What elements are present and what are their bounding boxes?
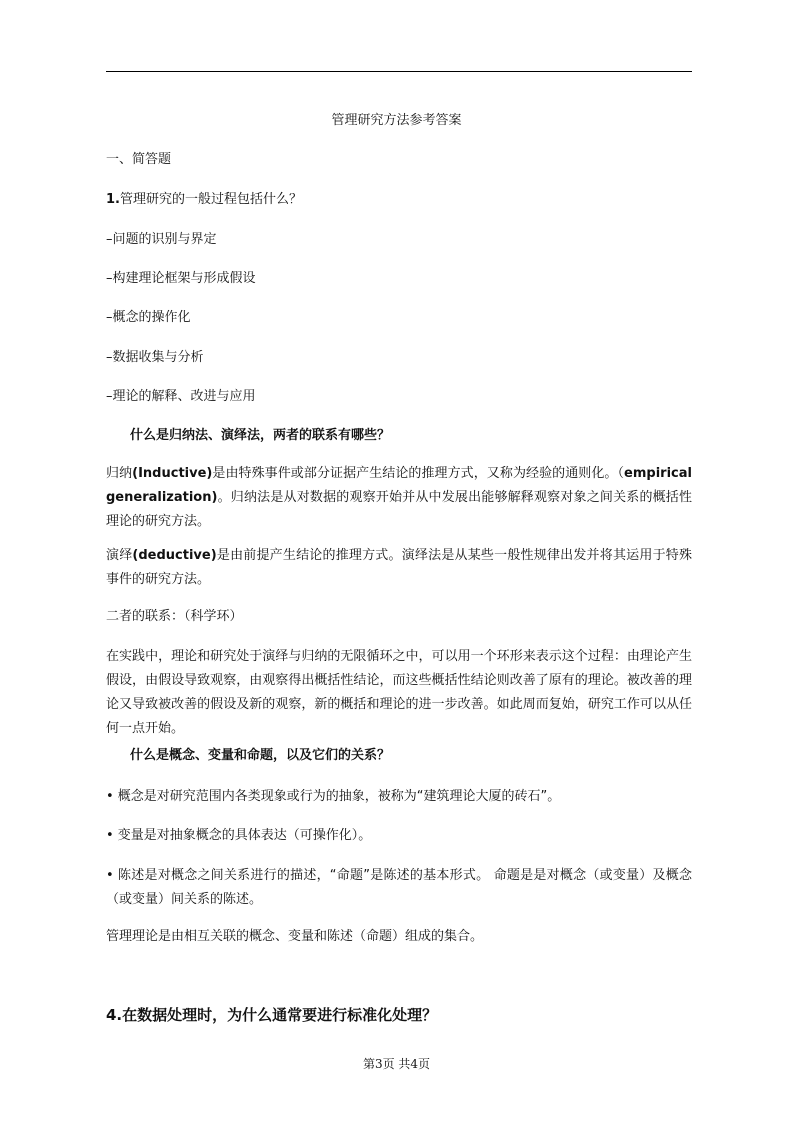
relation-heading: 二者的联系：（科学环） [106, 609, 243, 624]
q1-item-3: –概念的操作化 [106, 310, 191, 325]
induction-definition: 是由特殊事件或部分证据产生结论的推理方式，又称为经验的通则化。（ [212, 466, 625, 481]
page-footer: 第3页 共4页 [362, 1057, 431, 1071]
statement-bullet: • 陈述是对概念之间关系进行的描述，“命题”是陈述的基本形式。 命题是是对概念（或变量）及概念（或变量）间关系的陈述。 [106, 868, 692, 907]
variable-bullet: • 变量是对抽象概念的具体表达（可操作化）。 [106, 828, 372, 843]
science-wheel-paragraph: 在实践中，理论和研究处于演绎与归纳的无限循环之中，可以用一个环形来表示这个过程：由理论产生假设，由假设导致观察，由观察得出概括性结论，而这些概括性结论则改善了原有的理论。被改善的理论又导致被改善的假设及新的观察，新的概括和理论的进一步改善。如此周而复始，研究工作可以从任何一点开始。 [106, 649, 692, 736]
q1-item-4: –数据收集与分析 [106, 350, 204, 365]
theory-summary: 管理理论是由相互关联的概念、变量和陈述（命题）组成的集合。 [106, 929, 484, 944]
deduction-english: (deductive) [132, 548, 217, 563]
q1-item-2: –构建理论框架与形成假设 [106, 271, 256, 286]
induction-term: 归纳 [106, 466, 133, 481]
deduction-definition: 是由前提产生结论的推理方式。演绎法是从某些一般性规律出发并将其运用于特殊事件的研究方法。 [106, 548, 692, 587]
question-4: 4.在数据处理时，为什么通常要进行标准化处理？ [106, 1006, 438, 1024]
question-3-heading: 什么是概念、变量和命题，以及它们的关系？ [130, 748, 391, 763]
concept-bullet: • 概念是对研究范围内各类现象或行为的抽象，被称为“建筑理论大厦的砖石”。 [106, 789, 561, 804]
induction-method: 。归纳法是从对数据的观察开始并从中发展出能够解释观察对象之间关系的概括性理论的研究方法。 [106, 490, 692, 529]
q1-item-5: –理论的解释、改进与应用 [106, 389, 256, 404]
q1-item-1: –问题的识别与界定 [106, 232, 217, 247]
page-title: 管理研究方法参考答案 [331, 113, 462, 128]
deduction-term: 演绎 [106, 548, 133, 563]
question-1-text: 管理研究的一般过程包括什么？ [119, 192, 302, 207]
empirical-generalization-term: empirical generalization) [106, 466, 692, 505]
question-1-number: 1. [106, 192, 120, 207]
header-rule [106, 71, 692, 72]
induction-english: (Inductive) [132, 466, 213, 481]
question-2-heading: 什么是归纳法、演绎法，两者的联系有哪些？ [130, 428, 391, 443]
induction-paragraph [106, 462, 692, 534]
deduction-paragraph [106, 544, 692, 592]
question-1 [106, 190, 302, 210]
section-heading: 一、简答题 [106, 152, 172, 167]
